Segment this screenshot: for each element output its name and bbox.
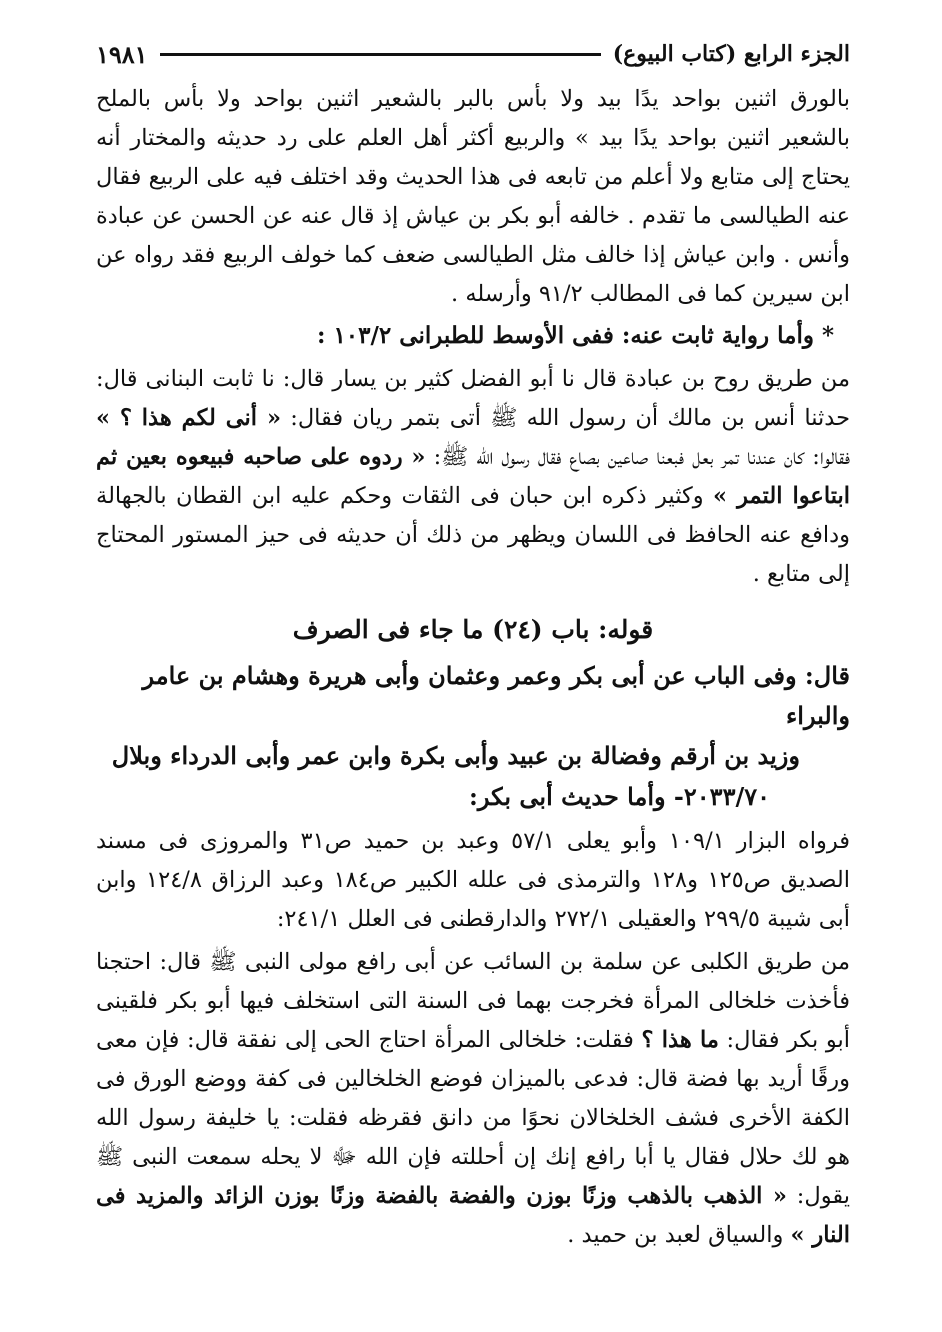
paragraph-4-text-a: من طريق الكلبى عن سلمة بن السائب عن أبى رافع مولى النبى ﷺ قال: احتجنا فأخذت خلخالى المرأة فخرجت بهما فى السنة التى استخلف فيها أبو بكر فلقينى أبو بكر فقال:	[96, 949, 850, 1053]
sub-heading-thabit: * وأما رواية ثابت عنه: ففى الأوسط للطبرانى ١٠٣/٢ :	[316, 322, 834, 349]
page-header	[96, 36, 850, 72]
quote-hadith-3: « الذهب بالذهب وزنًا بوزن والفضة بالفضة وزنًا بوزن الزائد والمزيد فى النار »	[96, 1183, 850, 1248]
paragraph-4-text-b: فقلت: خلخالى المرأة احتاج الحى إلى نفقة قال: فإن معى ورقًا أريد بها فضة قال: فدعى بالميزان فوضع الخلخالين فى كفة ووضع الورق فى الكفة الأخرى فشف الخلخالان نحوًا من دانق فقرظه فقلت: يا خليفة رسول الله هو لك حلال فقال يا أبا رافع إنك إن أحللته فإن الله ﷻ لا يحله سمعت النبى ﷺ يقول:	[96, 1027, 850, 1209]
paragraph-2	[96, 360, 850, 594]
paragraph-2-text-a: من طريق روح بن عبادة قال نا أبو الفضل كثير بن يسار قال: نا ثابت البنانى قال: حدثنا أنس بن مالك أن رسول الله ﷺ أتى بتمر ريان فقال:	[96, 366, 850, 431]
page	[96, 36, 850, 1292]
qala-line-2: وزيد بن أرقم وفضالة بن عبيد وأبى بكرة وابن عمر وأبى الدرداء وبلال	[111, 741, 800, 770]
quote-hadith-2: « ردوه على صاحبه فبيعوه بعين ثم ابتاعوا التمر »	[96, 444, 850, 509]
paragraph-2-text-c: وكثير ذكره ابن حبان فى الثقات وحكم عليه ابن القطان بالجهالة ودافع عنه الحافظ فى اللسان ويظهر من ذلك أن حديثه فى حيز المستور المحتاج إلى متابع .	[96, 483, 850, 587]
qala-block	[96, 656, 850, 776]
qala-line-1: قال: وفى الباب عن أبى بكر وعمر وعثمان وأبى هريرة وهشام بن عامر والبراء	[142, 661, 850, 730]
chapter-title: قوله: باب (٢٤) ما جاء فى الصرف	[292, 615, 654, 644]
hadith-heading: ٢٠٣٣/٧٠- وأما حديث أبى بكر:	[469, 782, 770, 811]
paragraph-4-text-c: والسياق لعبد بن حميد .	[567, 1222, 791, 1248]
paragraph-3: فرواه البزار ١٠٩/١ وأبو يعلى ٥٧/١ وعبد بن حميد ص٣١ والمروزى فى مسند الصديق ص١٢٥ و١٢٨ والترمذى فى علله الكبير ص١٨٤ وعبد الرزاق ١٢٤/٨ وابن أبى شيبة ٢٩٩/٥ والعقيلى ٢٧٢/١ والدارقطنى فى العلل ٢٤١/١:	[96, 828, 851, 932]
header-rule	[160, 53, 601, 56]
running-title: الجزء الرابع (كتاب البيوع)	[612, 41, 850, 67]
page-number: ١٩٨١	[96, 39, 148, 69]
quote-question: ما هذا ؟	[641, 1027, 719, 1053]
quote-hadith-1: « أنى لكم هذا ؟ »	[96, 405, 282, 431]
paragraph-1: بالورق اثنين بواحد يدًا بيد ولا بأس بالبر بالشعير اثنين بواحد ولا بأس بالملح بالشعير اثنين بواحد يدًا بيد » والربيع أكثر أهل العلم على رد حديثه والمختار أنه يحتاج إلى متابع ولا أعلم من تابعه فى هذا الحديث وقد اختلف فيه على الربيع فقال عنه الطيالسى ما تقدم . خالفه أبو بكر بن عياش إذ قال عنه عن الحسن عن عبادة وأنس . وابن عياش إذا خالف مثل الطيالسى ضعف كما خولف الربيع فقد رواه عن ابن سيرين كما فى المطالب ٩١/٢ وأرسله .	[96, 86, 850, 307]
paragraph-2-text-b: فقالوا: كان عندنا تمر بعل فبعنا صاعين بصاع فقال رسول الله ﷺ:	[425, 444, 850, 470]
paragraph-4	[96, 943, 850, 1255]
